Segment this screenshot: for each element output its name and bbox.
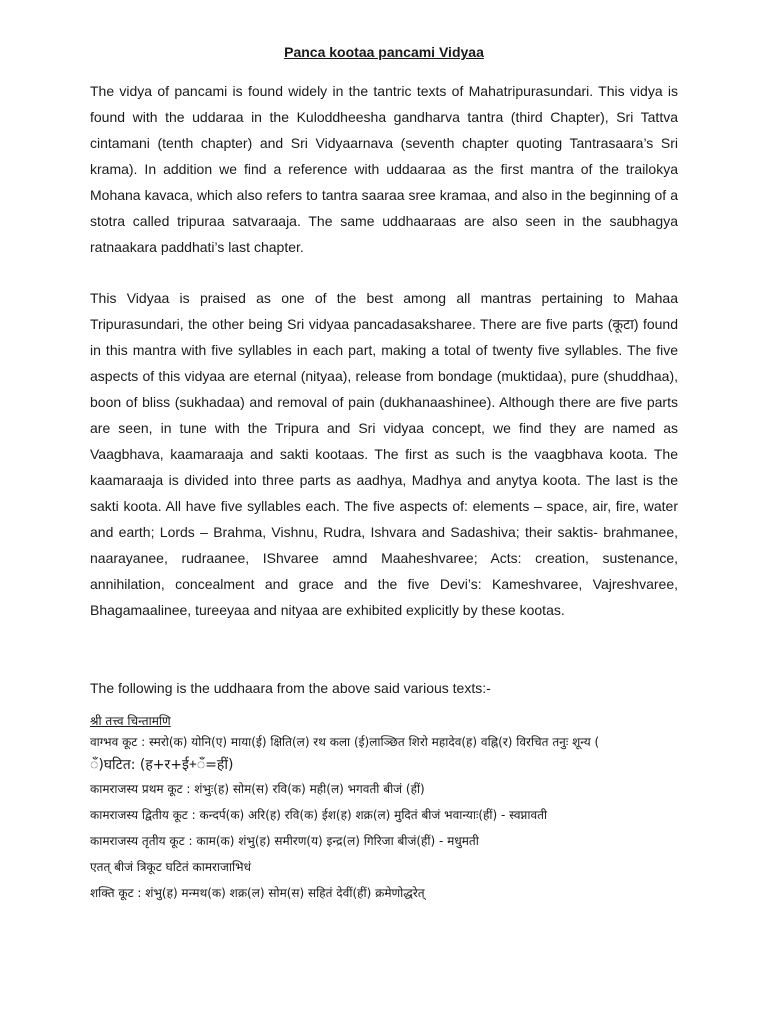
sanskrit-line: कामराजस्य तृतीय कूट : काम(क) शंभु(ह) समीरण(य) इन्द्र(ल) गिरिजा बीजं(हीं) - मधुमती bbox=[90, 834, 479, 848]
sanskrit-line: वाग्भव कूट : स्मरो(क) योनि(ए) माया(ई) क्षिति(ल) रथ कला (ई)लाञ्छित शिरो महादेव(ह) वह्नि(र) विरचित तनुः शून्य ( bbox=[90, 735, 600, 749]
sanskrit-line: एतत् बीजं त्रिकूट घटितं कामराजाभिधं bbox=[90, 860, 251, 874]
paragraph-intro: The vidya of pancami is found widely in the tantric texts of Mahatripurasundari. This vidya is found with the uddaraa in the Kuloddheesha gandharva tantra (third Chapter), Sri Tattva cintamani (tenth chapter) and Sri Vidyaarnava (seventh chapter quoting Tantrasaara’s Sri krama). In addition we find a reference with uddaaraa as the first mantra of the trailokya Mohana kavaca, which also refers to tantra saaraa sree kramaa, and also in the beginning of a stotra called tripuraa satvaraaja. The same uddhaaraas are also seen in the saubhagya ratnaakara paddhati’s last chapter. bbox=[90, 83, 678, 255]
sanskrit-line: ँ)घटित: (ह+र+ई+ँ=हीं) bbox=[90, 757, 234, 773]
uddhaara-intro: The following is the uddhaara from the above said various texts:- bbox=[90, 680, 491, 696]
paragraph-description: This Vidyaa is praised as one of the best among all mantras pertaining to Mahaa Tripurasundari, the other being Sri vidyaa pancadasaksharee. There are five parts (कूटा) found in this mantra with five syllables in each part, making a total of twenty five syllables. The five aspects of this vidyaa are eternal (nityaa), release from bondage (muktidaa), pure (shuddhaa), boon of bliss (sukhadaa) and removal of pain (dukhanaashinee). Although there are five parts are seen, in tune with the Tripura and Sri vidyaa concept, we find they are named as Vaagbhava, kaamaraaja and sakti kootaas. The first as such is the vaagbhava koota. The kaamaraaja is divided into three parts as aadhya, Madhya and anytya koota. The last is the sakti koota. All have five syllables each. The five aspects of: elements – space, air, fire, water and earth; Lords – Brahma, Vishnu, Rudra, Ishvara and Sadashiva; their saktis- brahmanee, naarayanee, rudraanee, IShvaree amnd Maaheshvaree; Acts: creation, sustenance, annihilation, concealment and grace and the five Devi’s: Kameshvaree, Vajreshvaree, Bhagamaalinee, tureeyaa and nityaa are exhibited explicitly by these kootas. bbox=[90, 290, 678, 618]
source-heading: श्री तत्त्व चिन्तामणि bbox=[90, 714, 171, 728]
sanskrit-line: शक्ति कूट : शंभु(ह) मन्मथ(क) शक्र(ल) सोम(स) सहितं देवीं(हीं) क्रमेणोद्धरेत् bbox=[90, 886, 425, 900]
page-title: Panca kootaa pancami Vidyaa bbox=[284, 44, 484, 60]
sanskrit-line: कामराजस्य प्रथम कूट : शंभुः(ह) सोम(स) रवि(क) मही(ल) भगवती बीजं (हीं) bbox=[90, 782, 425, 796]
sanskrit-line: कामराजस्य द्वितीय कूट : कन्दर्प(क) अरि(ह) रवि(क) ईश(ह) शक्र(ल) मुदितं बीजं भवान्याः(हीं) - स्वप्नावती bbox=[90, 808, 548, 822]
